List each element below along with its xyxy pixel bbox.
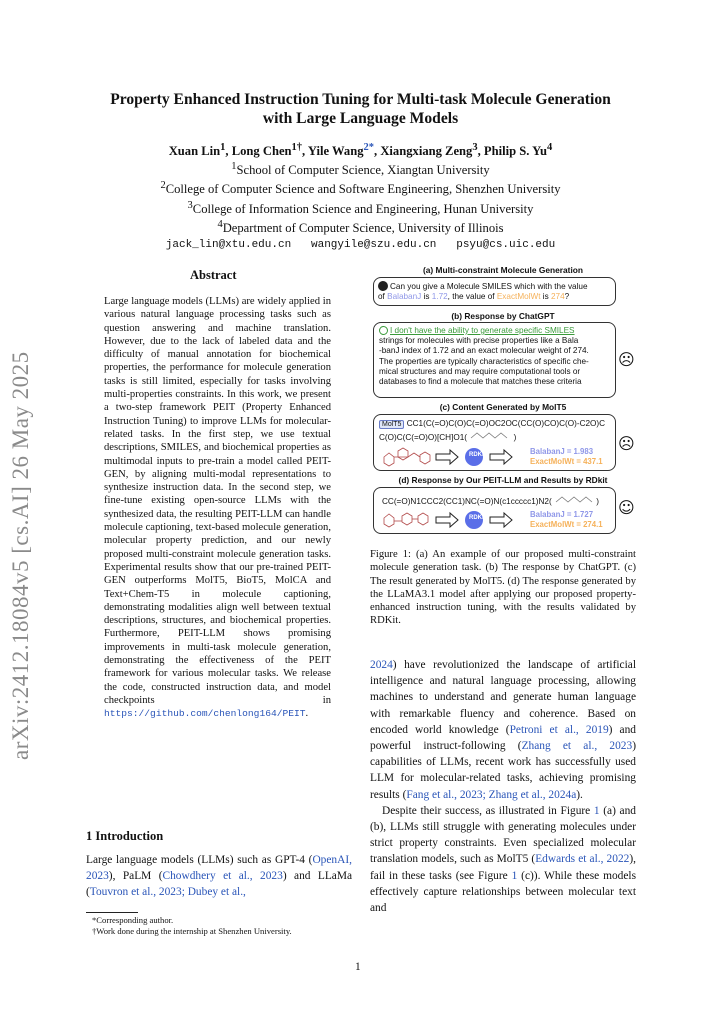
author-name: Xuan Lin xyxy=(168,144,221,159)
citation-link[interactable]: Petroni et al., 2019 xyxy=(509,723,609,736)
body-text: Despite their success, as illustrated in Figure xyxy=(382,804,594,817)
arrow-icon xyxy=(436,513,458,527)
citation-link[interactable]: Edwards et al., 2022 xyxy=(535,853,630,866)
paper-title xyxy=(40,90,681,128)
page-number: 1 xyxy=(355,961,361,973)
figure-ref-link[interactable]: 1 xyxy=(593,804,600,817)
author-name: Long Chen xyxy=(231,144,292,159)
panel-d-pipeline xyxy=(378,506,528,532)
footnote: †Work done during the internship at Shenzhen University. xyxy=(92,926,292,936)
smiles-close: ) xyxy=(596,497,599,506)
author-sup: 4 xyxy=(547,142,553,153)
affiliation-sup: 2 xyxy=(160,180,166,192)
affiliation-text: School of Computer Science, Xiangtan University xyxy=(236,163,490,178)
arrow-icon xyxy=(490,513,512,527)
question-text: ? xyxy=(564,292,570,302)
paragraph xyxy=(370,803,636,916)
molecule-sketch-icon xyxy=(554,494,594,506)
rdkit-label: RDKit xyxy=(469,515,486,521)
arrow-icon xyxy=(436,450,458,464)
rdkit-label: RDKit xyxy=(469,452,486,458)
body-text: ) have revolutionized the landscape of artificial intelligence and natural language processing, allowing machines to understand and generate human language with remarkable fluency and coherence. Based on encoded world knowledge ( xyxy=(370,659,636,736)
body-text: ). xyxy=(576,788,583,801)
abstract-body: Large language models (LLMs) are widely applied in various natural language processing tasks such as question answering and machine translation. However, due to the lack of labeled data and the difficulty of manual annotation for biochemical properties, the performance for molecule generation tasks is still limited, especially for tasks involving multi-properties constraints. In this work, we present a two-step framework PEIT (Property Enhanced Instruction Tuning) to improve LLMs for molecular-related tasks. In the first step, we use textual descriptions, SMILES, and biochemical properties as multimodal inputs to pre-train a model called PEIT-GEN, by aligning multi-modal representations to synthesize instruction data. In the second step, we fine-tune existing open-source LLMs with the synthesized data, the resulting PEIT-LLM can handle molecule captioning, text-based molecule generation, molecular property prediction, and our newly proposed multi-constraint molecule generation tasks. Experimental results show that our pre-trained PEIT-GEN outperforms MolT5, BioT5, MolCA and Text+Chem-T5 in molecule captioning, demonstrating modalities align well between textual descriptions, structures, and biochemical properties. Furthermore, PEIT-LLM shows promising improvements in multi-task molecule generation, demonstrating the effectiveness of the PEIT framework for various molecular tasks. We release the code, constructed instruction data, and model checkpoints in https://github.com/chenlong164/PEIT. xyxy=(104,296,331,720)
question-text: , the value of xyxy=(447,292,497,302)
panel-c-title: (c) Content Generated by MolT5 xyxy=(439,402,567,412)
arxiv-stamp: arXiv:2412.18084v5 [cs.AI] 26 May 2025 xyxy=(8,351,33,760)
citation-link[interactable]: 2024 xyxy=(370,659,393,671)
author-sup: 1 xyxy=(220,142,226,153)
figure-caption: Figure 1: (a) An example of our proposed multi-constraint molecule generation task. (b) The response by ChatGPT. (c) The result generated by MolT5. (d) The response generated by the LLaMA3.1 model after applying our proposed property-enhanced instruction tuning, with the results validated by RDKit. xyxy=(370,549,636,627)
user-icon xyxy=(378,281,388,291)
abstract-heading: Abstract xyxy=(190,268,237,282)
author-sup: 2* xyxy=(363,142,375,153)
panel-b-response-box xyxy=(373,322,616,398)
body-text: ) capabilities of LLMs, recent work has successfully used LLM for molecular-related tasks, achieving promising results ( xyxy=(370,740,636,801)
response-line: databases to find a molecule that matches these criteria xyxy=(379,377,582,387)
result-exactmolwt: ExactMolWt = 274.1 xyxy=(530,520,603,529)
affiliation-sup: 4 xyxy=(217,218,223,230)
intro-right-column xyxy=(370,657,636,916)
panel-a-title: (a) Multi-constraint Molecule Generation xyxy=(422,265,584,275)
arrow-icon xyxy=(490,450,512,464)
property-value: 1.72 xyxy=(431,292,448,302)
paragraph xyxy=(370,657,636,803)
response-line: mical structures and may require computational tools or xyxy=(379,366,581,376)
author-emails: jack_lin@xtu.edu.cn wangyile@szu.edu.cn psyu@cs.uic.edu xyxy=(165,238,556,251)
affiliation xyxy=(40,217,681,236)
smiles-close: ) xyxy=(513,433,517,443)
property-value: 274 xyxy=(551,292,565,302)
smiles-text: C(O)C(C(=O)O)[CH]O1( xyxy=(379,433,468,443)
affiliation xyxy=(40,198,681,217)
panel-d-title: (d) Response by Our PEIT-LLM and Results by RDkit xyxy=(398,475,608,485)
author-list: Xuan Lin$^1$, Long Chen$^{1\dagger}$, Yile Wang$^{2*}$, Xiangxiang Zeng$^3$, Philip S. Yu$^4$ xyxy=(168,142,553,159)
result-balabanj: BalabanJ = 1.983 xyxy=(530,447,594,456)
refusal-text: I don't have the ability to generate specific SMILES xyxy=(390,326,575,335)
property-name: ExactMolWt xyxy=(496,292,541,302)
abstract-text: Large language models (LLMs) are widely applied in various natural language processing tasks such as question answering and machine translation. However, due to the lack of labeled data and the difficulty of manual annotation for biochemical properties, the performance for molecule generation tasks is still limited, especially for tasks involving multi-properties constraints. In this work, we present a two-step framework PEIT (Property Enhanced Instruction Tuning) to improve LLMs for molecular-related tasks. In the first step, we use textual descriptions, SMILES, and biochemical properties as multimodal inputs to pre-train a model called PEIT-GEN, by aligning multi-modal representations to synthesize instruction data. In the second step, we fine-tune existing open-source LLMs with the synthesized data, the resulting PEIT-LLM can handle molecule captioning, text-based molecule generation, molecular property prediction, and our newly proposed multi-constraint molecule generation tasks. Experimental results show that our pre-trained PEIT-GEN outperforms MolT5, BioT5, MolCA and Text+Chem-T5 in molecule captioning, demonstrating modalities align well between textual descriptions, structures, and biochemical properties. Furthermore, PEIT-LLM shows promising improvements in multi-task molecule generation, demonstrating the effectiveness of the PEIT framework for various molecular tasks. We release the code, constructed instruction data, and model checkpoints in xyxy=(104,296,331,706)
affiliation-sup: 1 xyxy=(231,161,237,173)
author-sup: 1† xyxy=(291,142,303,153)
question-text: Can you give a Molecule SMILES which with the value xyxy=(390,282,588,291)
citation-link[interactable]: Fang et al., 2023; Zhang et al., 2024a xyxy=(406,788,577,801)
panel-c-pipeline xyxy=(378,443,528,469)
chatgpt-icon xyxy=(379,326,388,335)
molecule-sketch-icon xyxy=(469,430,511,442)
sad-face-icon: ☹ xyxy=(618,434,635,453)
intro-paragraph xyxy=(86,852,352,900)
molecule-structure-icon xyxy=(384,513,428,527)
intro-text: ) and LLaMa ( xyxy=(86,870,353,898)
footnote: *Corresponding author. xyxy=(92,915,174,925)
molecule-structure-icon xyxy=(384,448,430,466)
title-line-2: with Large Language Models xyxy=(262,110,459,127)
molt5-tag: MolT5 xyxy=(379,420,404,429)
happy-face-icon: ☺ xyxy=(618,498,635,517)
panel-b-title: (b) Response by ChatGPT xyxy=(451,311,555,321)
citation-link[interactable]: Touvron et al., 2023; Dubey et al., xyxy=(89,886,246,898)
property-name: BalabanJ xyxy=(387,292,422,302)
body-text: ) and powerful instruct-following ( xyxy=(370,723,636,753)
citation-link[interactable]: Zhang et al., 2023 xyxy=(521,740,633,753)
sad-face-icon: ☹ xyxy=(618,350,635,369)
panel-a-question-box xyxy=(373,277,616,306)
figure-ref-link[interactable]: 1 xyxy=(511,869,518,882)
question-text: of xyxy=(378,292,388,302)
author-name: Xiangxiang Zeng xyxy=(380,144,473,159)
author-name: Philip S. Yu xyxy=(483,144,548,159)
affiliation-sup: 3 xyxy=(187,199,193,211)
smiles-text: CC(=O)N1CCC2(CC1)NC(=O)N(c1ccccc1)N2( xyxy=(382,497,552,506)
result-balabanj: BalabanJ = 1.727 xyxy=(530,510,594,519)
author-block xyxy=(40,140,681,253)
response-line: The properties are typically characteristics of specific che- xyxy=(379,356,589,366)
affiliation xyxy=(40,178,681,197)
author-name: Yile Wang xyxy=(307,144,364,159)
citation-link[interactable]: OpenAI, 2023 xyxy=(86,854,352,882)
citation-link[interactable]: Chowdhery et al., 2023 xyxy=(162,870,283,882)
author-sup: 3 xyxy=(472,142,478,153)
title-line-1: Property Enhanced Instruction Tuning for Multi-task Molecule Generation xyxy=(110,91,611,108)
affiliation-text: College of Information Science and Engineering, Hunan University xyxy=(192,201,534,216)
affiliation-text: College of Computer Science and Software Engineering, Shenzhen University xyxy=(165,182,561,197)
section-heading: 1 Introduction xyxy=(86,829,164,843)
response-line: strings for molecules with precise properties like a Bala xyxy=(379,336,579,346)
body-text: (a) and (b), LLMs still struggle with generating molecules under strict property constraints. Even specialized molecular translation models, such as MolT5 ( xyxy=(370,804,636,866)
response-line: -banJ index of 1.72 and an exact molecular weight of 274. xyxy=(379,346,589,356)
smiles-text: CC1(C(=O)C(O)C(=O)OC2OC(CC(O)CO)C(O)-C2O)C xyxy=(406,419,606,428)
body-text: ), fail in these tasks (see Figure xyxy=(370,853,636,882)
body-text: (c)). While these models effectively capture relationships between molecular text and xyxy=(370,869,637,915)
code-link[interactable]: https://github.com/chenlong164/PEIT xyxy=(104,708,306,720)
intro-text: Large language models (LLMs) such as GPT-4 ( xyxy=(86,854,313,866)
question-text: is xyxy=(421,292,432,302)
result-exactmolwt: ExactMolWt = 437.1 xyxy=(530,457,603,466)
footnote-rule xyxy=(86,912,138,913)
intro-text: ), PaLM ( xyxy=(108,870,163,882)
affiliation-text: Department of Computer Science, University of Illinois xyxy=(222,220,504,235)
affiliation xyxy=(40,159,681,178)
question-text: is xyxy=(540,292,551,302)
